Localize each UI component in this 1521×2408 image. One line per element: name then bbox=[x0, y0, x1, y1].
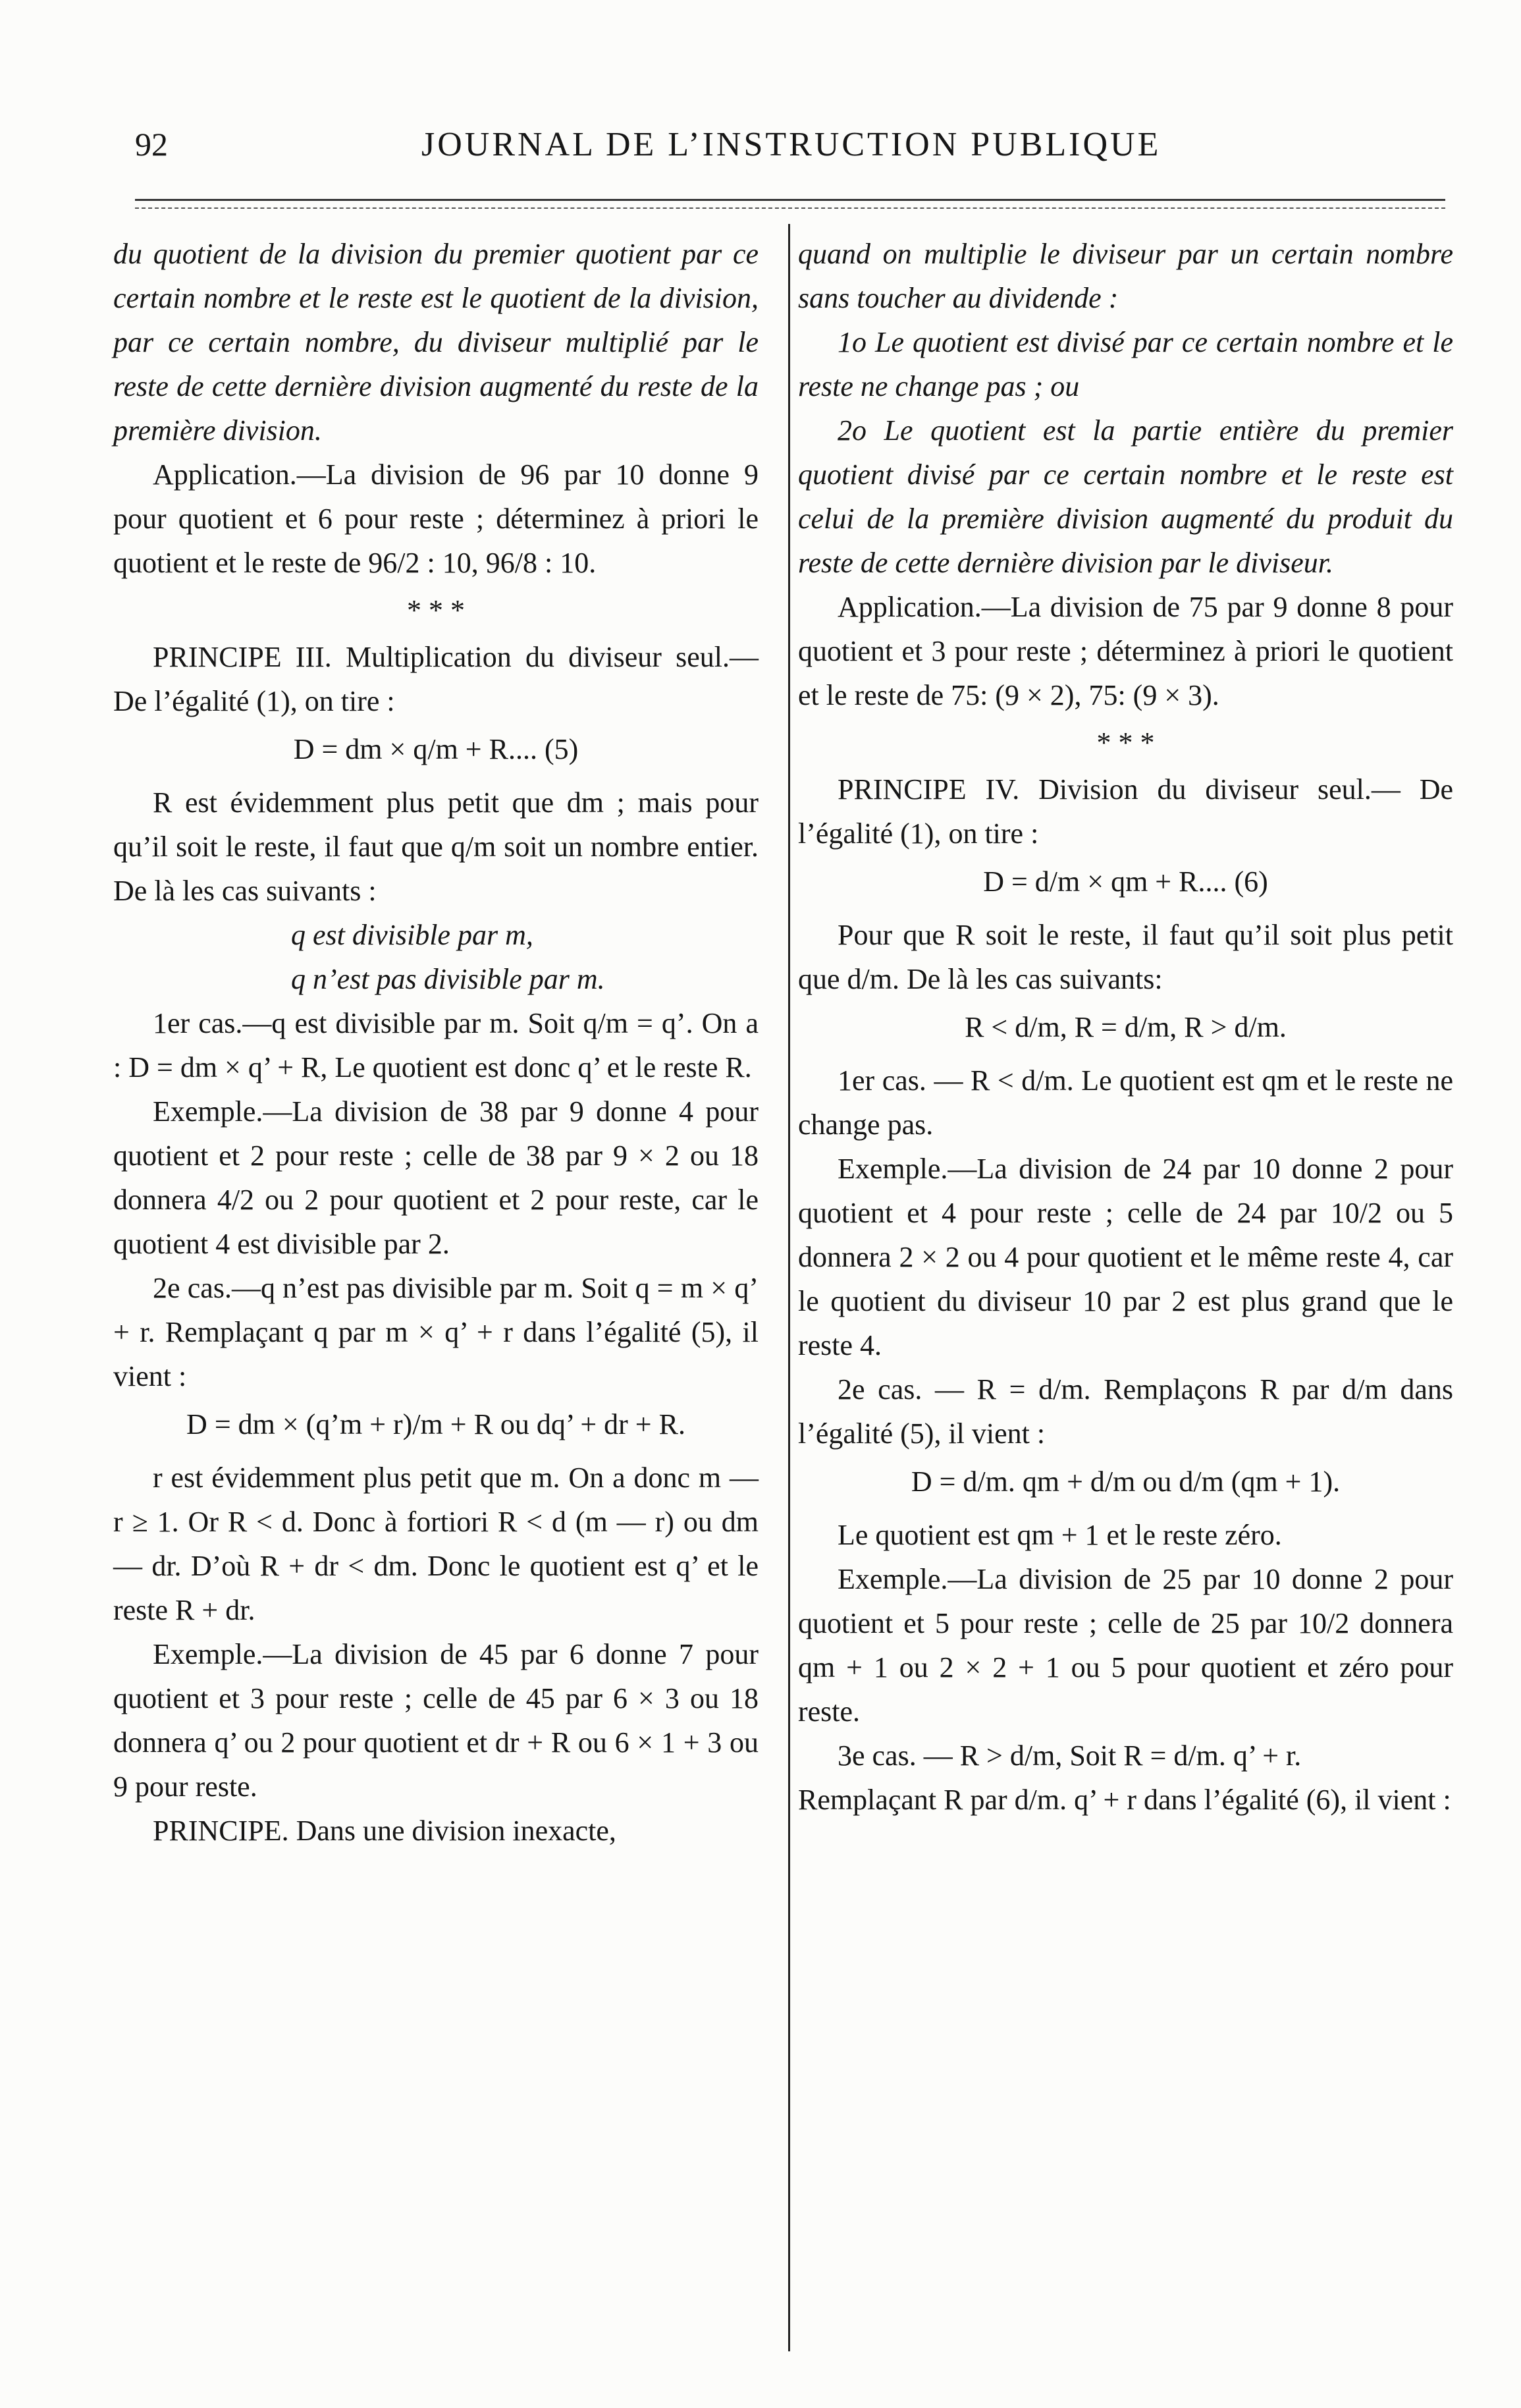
application-paragraph-2: Application.—La division de 75 par 9 donne 8 pour quotient et 3 pour reste ; déterminez à priori le quotient et le reste de 75: (9 × 2), 75: (9 × 3). bbox=[798, 591, 1453, 711]
replacement-paragraph: Remplaçant R par d/m. q’ + r dans l’égalité (6), il vient : bbox=[798, 1784, 1451, 1816]
application-paragraph: Application.—La division de 96 par 10 donne 9 pour quotient et 6 pour reste ; déterminez à priori le quotient et le reste de 96/2 : 10, 96/8 : 10. bbox=[113, 458, 759, 579]
header-rule bbox=[135, 199, 1445, 201]
section-stars-2: * * * bbox=[1096, 726, 1155, 759]
rule-1: 1o Le quotient est divisé par ce certain nombre et le reste ne change pas ; ou bbox=[798, 326, 1453, 402]
left-column bbox=[113, 232, 759, 1853]
remainder-paragraph: R est évidemment plus petit que dm ; mais pour qu’il soit le reste, il faut que q/m soit un nombre entier. De là les cas suivants : bbox=[113, 786, 759, 907]
principe-iv-heading: PRINCIPE IV. Division du diviseur seul.— De l’égalité (1), on tire : bbox=[798, 773, 1453, 850]
second-case-paragraph: 2e cas.—q n’est pas divisible par m. Soit q = m × q’ + r. Remplaçant q par m × q’ + r dans l’égalité (5), il vient : bbox=[113, 1272, 759, 1392]
running-title: JOURNAL DE L’INSTRUCTION PUBLIQUE bbox=[421, 126, 1161, 163]
principle-continuation: du quotient de la division du premier quotient par ce certain nombre et le reste est le quotient de la division, par ce certain nombre, du diviseur multiplié par le reste de cette dernière division augmenté du reste de la première division. bbox=[113, 238, 759, 447]
header-rule-dashed bbox=[135, 207, 1445, 209]
third-case-paragraph: 3e cas. — R > d/m, Soit R = d/m. q’ + r. bbox=[838, 1739, 1302, 1772]
quotient-result: Le quotient est qm + 1 et le reste zéro. bbox=[838, 1519, 1282, 1551]
second-case-paragraph-2: 2e cas. — R = d/m. Remplaçons R par d/m dans l’égalité (5), il vient : bbox=[798, 1373, 1453, 1450]
case-b: q n’est pas divisible par m. bbox=[291, 963, 605, 995]
first-case-paragraph: 1er cas.—q est divisible par m. Soit q/m = q’. On a : D = dm × q’ + R, Le quotient est donc q’ et le reste R. bbox=[113, 1007, 759, 1083]
equation-5: D = dm × q/m + R.... (5) bbox=[293, 733, 579, 765]
page-header bbox=[0, 125, 1521, 178]
example-paragraph-4: Exemple.—La division de 25 par 10 donne 2 pour quotient et 5 pour reste ; celle de 25 par 10/2 donnera qm + 1 ou 2 × 2 + 1 ou 5 pour quotient et zéro pour reste. bbox=[798, 1563, 1453, 1728]
a-fortiori-paragraph: r est évidemment plus petit que m. On a donc m — r ≥ 1. Or R < d. Donc à fortiori R < d (m — r) ou dm — dr. D’où R + dr < dm. Donc le quotient est q’ et le reste R + dr. bbox=[113, 1462, 759, 1626]
right-column bbox=[798, 232, 1453, 1822]
page-number: 92 bbox=[135, 126, 168, 163]
first-case-paragraph-2: 1er cas. — R < d/m. Le quotient est qm et le reste ne change pas. bbox=[798, 1064, 1453, 1141]
example-paragraph-3: Exemple.—La division de 24 par 10 donne 2 pour quotient et 4 pour reste ; celle de 24 par 10/2 ou 5 donnera 2 × 2 ou 4 pour quotient et le même reste 4, car le quotient du diviseur 10 par 2 est plus grand que le reste 4. bbox=[798, 1153, 1453, 1361]
rule-2: 2o Le quotient est la partie entière du premier quotient divisé par ce certain nombre et le reste est celui de la première division augmenté du produit du reste de cette dernière division par le diviseur. bbox=[798, 414, 1453, 579]
section-stars: * * * bbox=[407, 594, 465, 626]
column-divider bbox=[788, 224, 790, 2351]
equation-second-case: D = dm × (q’m + r)/m + R ou dq’ + dr + R. bbox=[186, 1408, 685, 1440]
condition-paragraph: Pour que R soit le reste, il faut qu’il soit plus petit que d/m. De là les cas suivants: bbox=[798, 919, 1453, 995]
example-paragraph-2: Exemple.—La division de 45 par 6 donne 7 pour quotient et 3 pour reste ; celle de 45 par 6 × 3 ou 18 donnera q’ ou 2 pour quotient et dr + R ou 6 × 1 + 3 ou 9 pour reste. bbox=[113, 1638, 759, 1803]
equation-second-case-2: D = d/m. qm + d/m ou d/m (qm + 1). bbox=[911, 1465, 1341, 1498]
principe-iii-heading: PRINCIPE III. Multiplication du diviseur seul.—De l’égalité (1), on tire : bbox=[113, 641, 759, 717]
equation-6: D = d/m × qm + R.... (6) bbox=[983, 865, 1268, 898]
example-paragraph-1: Exemple.—La division de 38 par 9 donne 4 pour quotient et 2 pour reste ; celle de 38 par 9 × 2 ou 18 donnera 4/2 ou 2 pour quotient et 2 pour reste, car le quotient 4 est divisible par 2. bbox=[113, 1095, 759, 1260]
case-a: q est divisible par m, bbox=[291, 919, 533, 951]
equation-cases: R < d/m, R = d/m, R > d/m. bbox=[965, 1011, 1287, 1043]
principle-statement: quand on multiplie le diviseur par un certain nombre sans toucher au dividende : bbox=[798, 238, 1453, 314]
principe-paragraph: PRINCIPE. Dans une division inexacte, bbox=[153, 1815, 616, 1847]
